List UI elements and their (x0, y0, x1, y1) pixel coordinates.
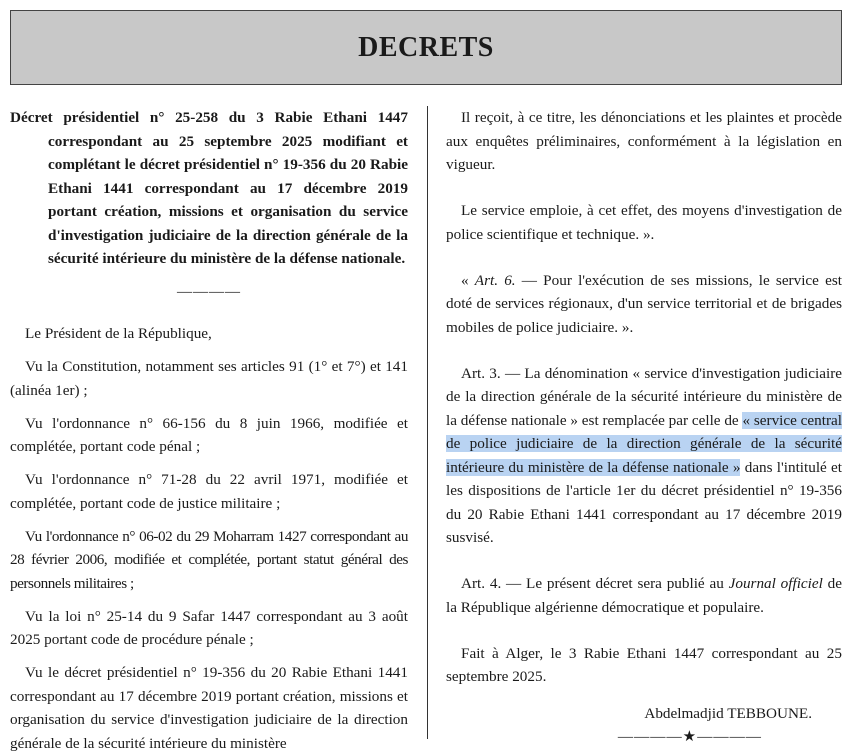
paragraph-competence: Il reçoit, à ce titre, les dénonciations et les plaintes et procède aux enquêtes préliminaires, conformément à la législation en vigueur. (446, 109, 842, 173)
article-6-label: Art. 6. (474, 271, 516, 289)
right-column (446, 106, 842, 749)
article-4-text-before: Art. 4. — Le présent décret sera publié au (461, 575, 729, 592)
paragraph-constitution: Vu la Constitution, notamment ses articles 91 (1° et 7°) et 141 (alinéa 1er) ; (10, 358, 408, 399)
article-3-text-after: dans l'intitulé et les dispositions de l'article 1er du décret présidentiel n° 19-356 du 20 Rabie Ethani 1441 correspondant au 17 décembre 2019 susvisé. (446, 458, 842, 546)
article-3-text-before: Art. 3. — La dénomination « service d'investigation judiciaire de la direction générale de la sécurité intérieure du ministère de la défense nationale » est remplacée par celle de (446, 364, 842, 429)
paragraph-loi-25-14: Vu la loi n° 25-14 du 9 Safar 1447 correspondant au 3 août 2025 portant code de procédure pénale ; (10, 607, 408, 648)
paragraph-article-6 (446, 269, 842, 340)
journal-officiel-label: Journal officiel (728, 575, 823, 592)
paragraph-moyens: Le service emploie, à cet effet, des moyens d'investigation de police scientifique et technique. ». (446, 202, 842, 243)
end-separator: ————★———— (617, 728, 762, 745)
paragraph-president: Le Président de la République, (25, 325, 212, 342)
article-4-text-after: de la République algérienne démocratique et populaire. (446, 575, 842, 616)
paragraph-article-4 (446, 572, 842, 619)
paragraph-ordonnance-06-02: Vu l'ordonnance n° 06-02 du 29 Moharram 1427 correspondant au 28 février 2006, modifiée et complétée, portant statut général des personnels militaires ; (10, 527, 408, 592)
left-column (10, 106, 408, 755)
paragraph-fait-a-alger: Fait à Alger, le 3 Rabie Ethani 1447 correspondant au 25 septembre 2025. (446, 644, 842, 685)
section-title: DECRETS (358, 31, 494, 63)
column-divider (427, 106, 428, 739)
signature: Abdelmadjid TEBBOUNE. (644, 704, 812, 722)
article-6-quote: « (461, 271, 475, 289)
decree-title: Décret présidentiel n° 25-258 du 3 Rabie Ethani 1447 correspondant au 25 septembre 2025 modifiant et complétant le décret présidentiel n° 19-356 du 20 Rabie Ethani 1441 correspondant au 17 décembre 2019 portant création, missions et organisation du service d'investigation judiciaire de la direction générale de la sécurité intérieure du ministère de la défense nationale. (10, 109, 408, 267)
selected-text-highlight[interactable]: « service central de police judiciaire de la direction générale de la sécurité intérieure du ministère de la défense nationale » (446, 411, 842, 476)
paragraph-ordonnance-71-28: Vu l'ordonnance n° 71-28 du 22 avril 1971, modifiée et complétée, portant code de justice militaire ; (10, 471, 408, 512)
paragraph-ordonnance-66-156: Vu l'ordonnance n° 66-156 du 8 juin 1966, modifiée et complétée, portant code pénal ; (10, 414, 408, 455)
section-header (10, 10, 842, 85)
paragraph-article-3 (446, 362, 842, 550)
article-6-text: — Pour l'exécution de ses missions, le service est doté de services régionaux, d'un service territorial et de brigades mobiles de police judiciaire. ». (446, 271, 842, 336)
title-separator: ———— (177, 283, 241, 300)
paragraph-decret-19-356: Vu le décret présidentiel n° 19-356 du 20 Rabie Ethani 1441 correspondant au 17 décembre 2019 portant création, missions et organisation du service d'investigation judiciaire de la direction générale de la sécurité intérieure du ministère (10, 664, 408, 752)
